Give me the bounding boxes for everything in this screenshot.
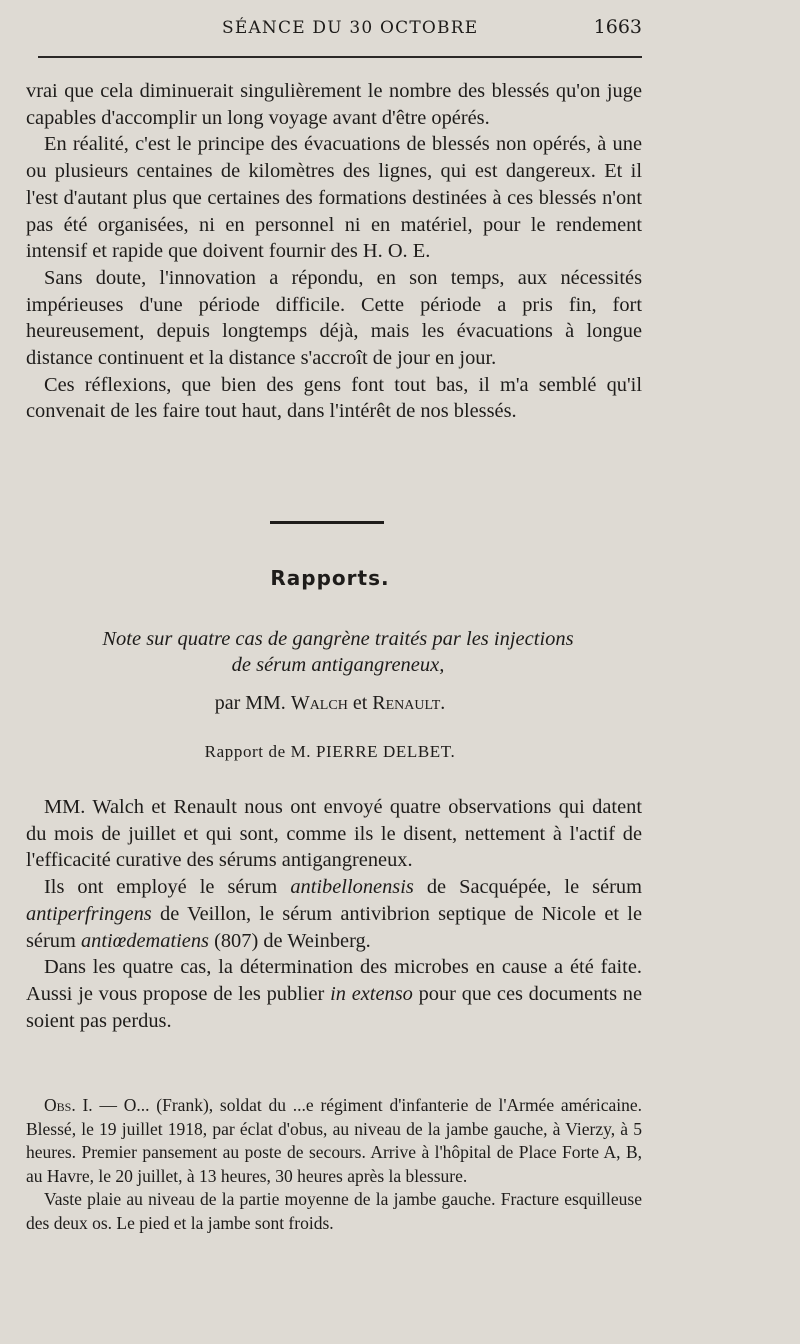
- authors-conjunction: et: [352, 692, 368, 714]
- authors-prefix: par MM.: [214, 692, 286, 714]
- paragraph: MM. Walch et Renault nous ont envoyé quatre observations qui datent du mois de juillet et qui sont, comme ils le disent, nettement à l'actif de l'efficacité curative des sérums antigangreneux.: [26, 796, 642, 872]
- observation-label: Obs. I.: [44, 1095, 93, 1115]
- paragraph: Ces réflexions, que bien des gens font tout bas, il m'a semblé qu'il convenait de les faire tout haut, dans l'intérêt de nos blessés.: [26, 373, 642, 423]
- paragraph: vrai que cela diminuerait singulièrement le nombre des blessés qu'on juge capables d'accomplir un long voyage avant d'être opérés.: [26, 80, 642, 129]
- serum-name: antibellonensis: [290, 876, 414, 899]
- running-title: SÉANCE DU 30 OCTOBRE: [222, 18, 479, 38]
- paragraph: [26, 874, 642, 954]
- author-name: Renault.: [372, 692, 446, 714]
- paragraph: Vaste plaie au niveau de la partie moyenne de la jambe gauche. Fracture esquilleuse des deux os. Le pied et la jambe sont froids.: [26, 1189, 642, 1233]
- text-run: (807) de Weinberg.: [214, 929, 371, 952]
- intro-text-block: [26, 78, 642, 425]
- report-attribution: Rapport de M. PIERRE DELBET.: [204, 742, 456, 761]
- paragraph: [26, 1094, 642, 1188]
- observation-block: [26, 1094, 642, 1236]
- header-rule: [38, 56, 642, 58]
- author-name: Walch: [290, 692, 348, 714]
- running-head: [0, 16, 800, 46]
- article-title: [30, 626, 646, 678]
- paragraph: [26, 954, 642, 1034]
- article-title-line: de sérum antigangreneux,: [231, 654, 445, 676]
- text-run: Ils ont employé le sérum: [44, 876, 278, 899]
- article-title-line: Note sur quatre cas de gangrène traités par les injections: [102, 628, 574, 650]
- text-run: de Veillon, le sérum antivibrion septique de Nicole et le sérum: [26, 902, 642, 952]
- text-run: — O... (Frank), soldat du ...e régiment d'infanterie de l'Armée américaine. Blessé, le 19 juillet 1918, par éclat d'obus, au niveau de la jambe gauche, à Vierzy, à 5 heures. Premier pansement au poste de secours. Arrive à l'hôpital de Place Forte A, B, au Havre, le 20 juillet, à 13 heures, 30 heures après la blessure.: [26, 1095, 642, 1186]
- paragraph: En réalité, c'est le principe des évacuations de blessés non opérés, à une ou plusieurs centaines de kilomètres des lignes, qui est dangereux. Et il l'est d'autant plus que certaines des formations destinées à ces blessés n'ont pas été organisées, ni en personnel ni en matériel, pour le rendement intensif et rapide que doivent fournir des H. O. E.: [26, 133, 642, 263]
- page-number: 1663: [593, 16, 642, 38]
- text-run: de Sacquépée, le sérum: [426, 876, 642, 899]
- text-run: pour que ces documents ne soient pas perdus.: [26, 982, 642, 1032]
- text-run: Dans les quatre cas, la détermination des microbes en cause a été faite. Aussi je vous propose de les publier: [26, 956, 642, 1005]
- article-authors: [0, 692, 660, 715]
- report-text-block: [26, 794, 642, 1034]
- serum-name: antiperfringens: [26, 902, 152, 925]
- latin-phrase: in extenso: [330, 982, 413, 1005]
- paragraph: Sans doute, l'innovation a répondu, en son temps, aux nécessités impérieuses d'une période difficile. Cette période a pris fin, fort heureusement, depuis longtemps déjà, mais les évacuations à longue distance continuent et la distance s'accroît de jour en jour.: [26, 266, 642, 370]
- section-title: Rapports.: [270, 566, 390, 590]
- section-separator: [270, 521, 384, 524]
- serum-name: antiœdematiens: [80, 929, 209, 952]
